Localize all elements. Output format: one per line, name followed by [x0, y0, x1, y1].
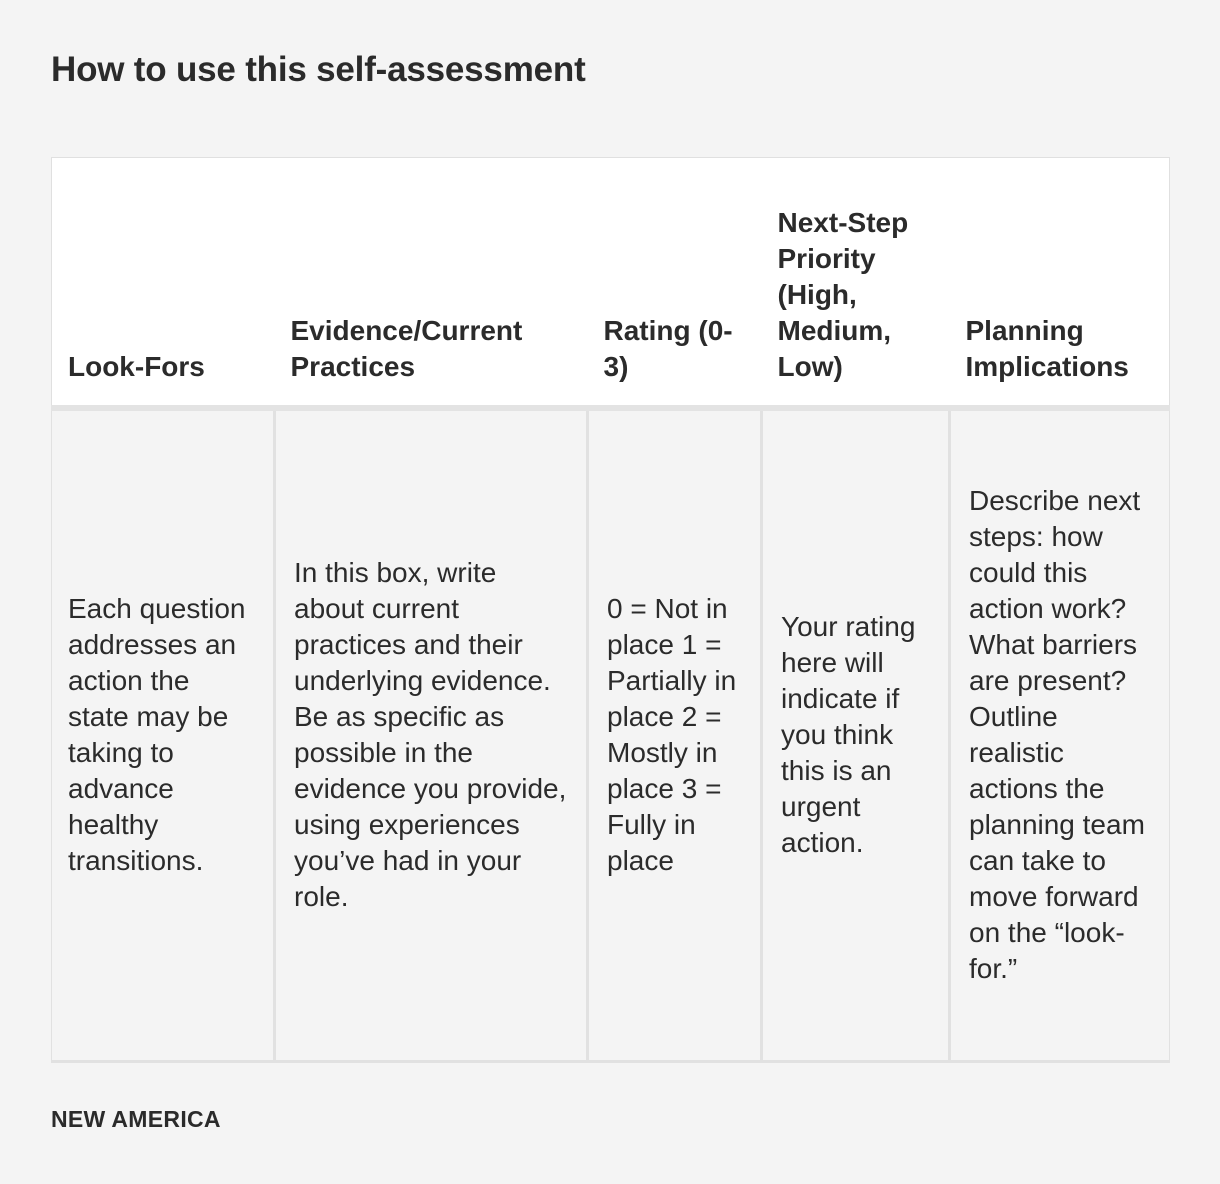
cell-look-fors: Each question addresses an action the state may be taking to advance healthy transitions.	[52, 408, 275, 1062]
cell-rating: 0 = Not in place 1 = Partially in place 2 = Mostly in place 3 = Fully in place	[588, 408, 762, 1062]
header-evidence-current-practices: Evidence/Current Practices	[275, 158, 588, 408]
cell-next-step-priority: Your rating here will indicate if you think this is an urgent action.	[762, 408, 950, 1062]
header-planning-implications: Planning Implications	[950, 158, 1170, 408]
table-row	[52, 408, 1170, 1062]
self-assessment-table	[51, 157, 1170, 1063]
brand-logo-text: NEW AMERICA	[51, 1106, 221, 1132]
cell-evidence-current-practices: In this box, write about current practices and their underlying evidence. Be as specific as possible in the evidence you provide, using experiences you’ve had in your role.	[275, 408, 588, 1062]
page-title: How to use this self-assessment	[51, 50, 586, 89]
table-header-row	[52, 158, 1170, 408]
header-rating: Rating (0-3)	[588, 158, 762, 408]
header-look-fors: Look-Fors	[52, 158, 275, 408]
cell-planning-implications: Describe next steps: how could this action work? What barriers are present? Outline realistic actions the planning team can take to move forward on the “look-for.”	[950, 408, 1170, 1062]
header-next-step-priority: Next-Step Priority (High, Medium, Low)	[762, 158, 950, 408]
